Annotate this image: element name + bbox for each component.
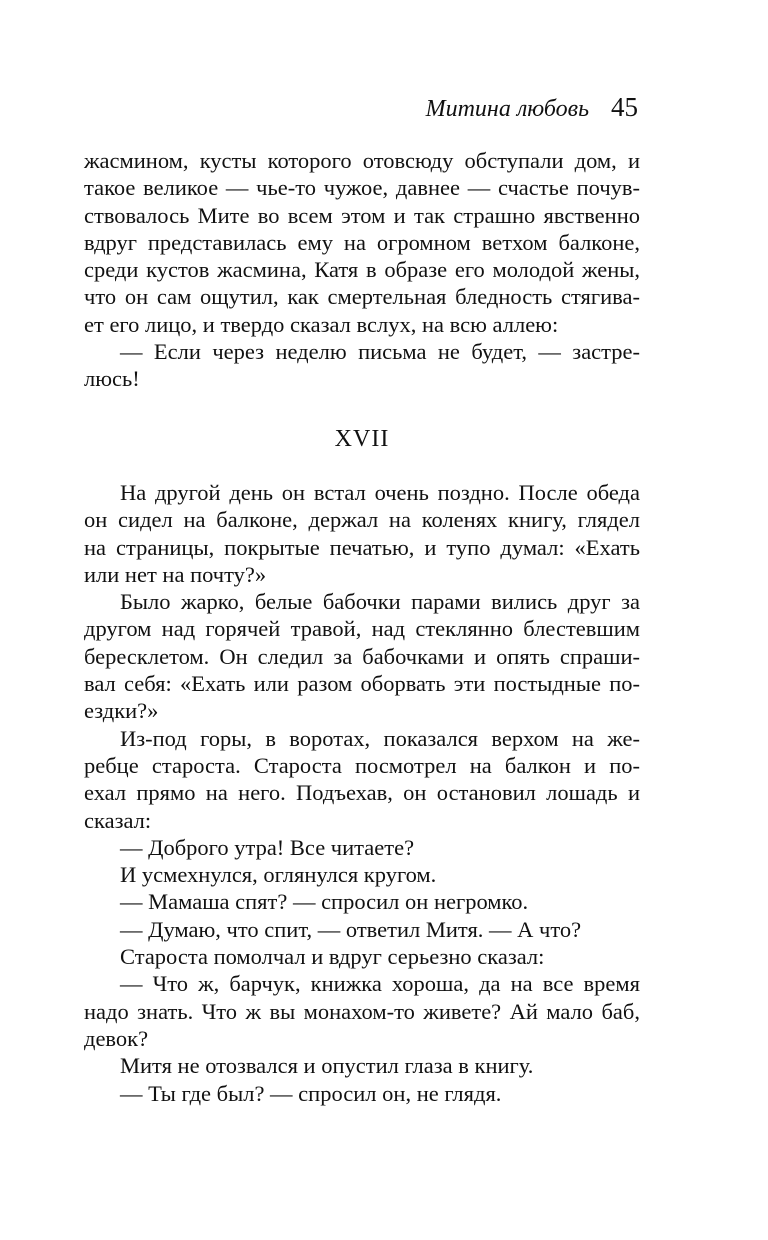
text-line: ездки?» xyxy=(84,698,159,724)
paragraph xyxy=(84,725,640,834)
paragraph xyxy=(84,943,640,970)
text-line: ствовалось Мите во всем этом и так страшно явственно xyxy=(84,202,640,228)
text-line: другом над горячей травой, над стеклянно блестевшим xyxy=(84,616,640,642)
text-line: что он сам ощутил, как смертельная бледность стягива- xyxy=(84,284,640,310)
text-line: надо знать. Что ж вы монахом-то живете? Ай мало баб, xyxy=(84,998,640,1024)
running-title: Митина любовь xyxy=(425,96,589,122)
text-line: — Доброго утра! Все читаете? xyxy=(120,834,415,860)
paragraph xyxy=(84,916,640,943)
body-text xyxy=(84,147,640,1107)
text-line: — Ты где был? — спросил он, не глядя. xyxy=(120,1080,502,1106)
text-line: — Если через неделю письма не будет, — застре- xyxy=(120,339,640,365)
paragraph xyxy=(84,479,640,588)
text-line: Из-под горы, в воротах, показался верхом на же- xyxy=(120,725,640,751)
text-line: девок? xyxy=(84,1025,149,1051)
text-line: вдруг представилась ему на огромном ветхом балконе, xyxy=(84,229,640,255)
text-line: — Думаю, что спит, — ответил Митя. — А что? xyxy=(120,916,582,942)
text-line: такое великое — чье-то чужое, давнее — счастье почув- xyxy=(84,175,640,201)
text-line: — Мамаша спят? — спросил он негромко. xyxy=(120,889,529,915)
text-line: среди кустов жасмина, Катя в образе его молодой жены, xyxy=(84,257,640,283)
text-line: жасмином, кусты которого отовсюду обступали дом, и xyxy=(84,148,640,173)
text-line: бересклетом. Он следил за бабочками и опять спраши- xyxy=(84,643,640,669)
chapter-heading: XVII xyxy=(334,425,390,452)
text-line: Было жарко, белые бабочки парами вились друг за xyxy=(120,589,640,615)
text-line: ехал прямо на него. Подъехав, он остановил лошадь и xyxy=(84,780,640,806)
text-line: На другой день он встал очень поздно. После обеда xyxy=(120,479,640,505)
paragraph xyxy=(84,970,640,1052)
running-head xyxy=(426,92,638,123)
paragraph xyxy=(84,888,640,915)
text-line: вал себя: «Ехать или разом оборвать эти постыдные по- xyxy=(84,671,640,697)
text-line: он сидел на балконе, держал на коленях книгу, глядел xyxy=(84,507,640,533)
text-line: И усмехнулся, оглянулся кругом. xyxy=(120,862,437,888)
text-line: на страницы, покрытые печатью, и тупо думал: «Ехать xyxy=(84,534,640,560)
paragraph xyxy=(84,1080,640,1107)
paragraph-dialogue xyxy=(84,338,640,393)
paragraph xyxy=(84,861,640,888)
paragraph xyxy=(84,834,640,861)
paragraph xyxy=(84,588,640,724)
text-line: или нет на почту?» xyxy=(84,561,267,587)
paragraph xyxy=(84,1052,640,1079)
paragraph-continued xyxy=(84,147,640,338)
text-line: Митя не отозвался и опустил глаза в книгу. xyxy=(120,1053,534,1079)
text-line: ет его лицо, и твердо сказал вслух, на всю аллею: xyxy=(84,311,559,337)
text-line: Староста помолчал и вдруг серьезно сказал: xyxy=(120,944,545,970)
page-number: 45 xyxy=(611,92,638,122)
text-line: люсь! xyxy=(84,366,140,392)
text-line: — Что ж, барчук, книжка хороша, да на все время xyxy=(120,971,640,997)
text-line: сказал: xyxy=(84,807,152,833)
text-line: ребце староста. Староста посмотрел на балкон и по- xyxy=(84,752,640,778)
